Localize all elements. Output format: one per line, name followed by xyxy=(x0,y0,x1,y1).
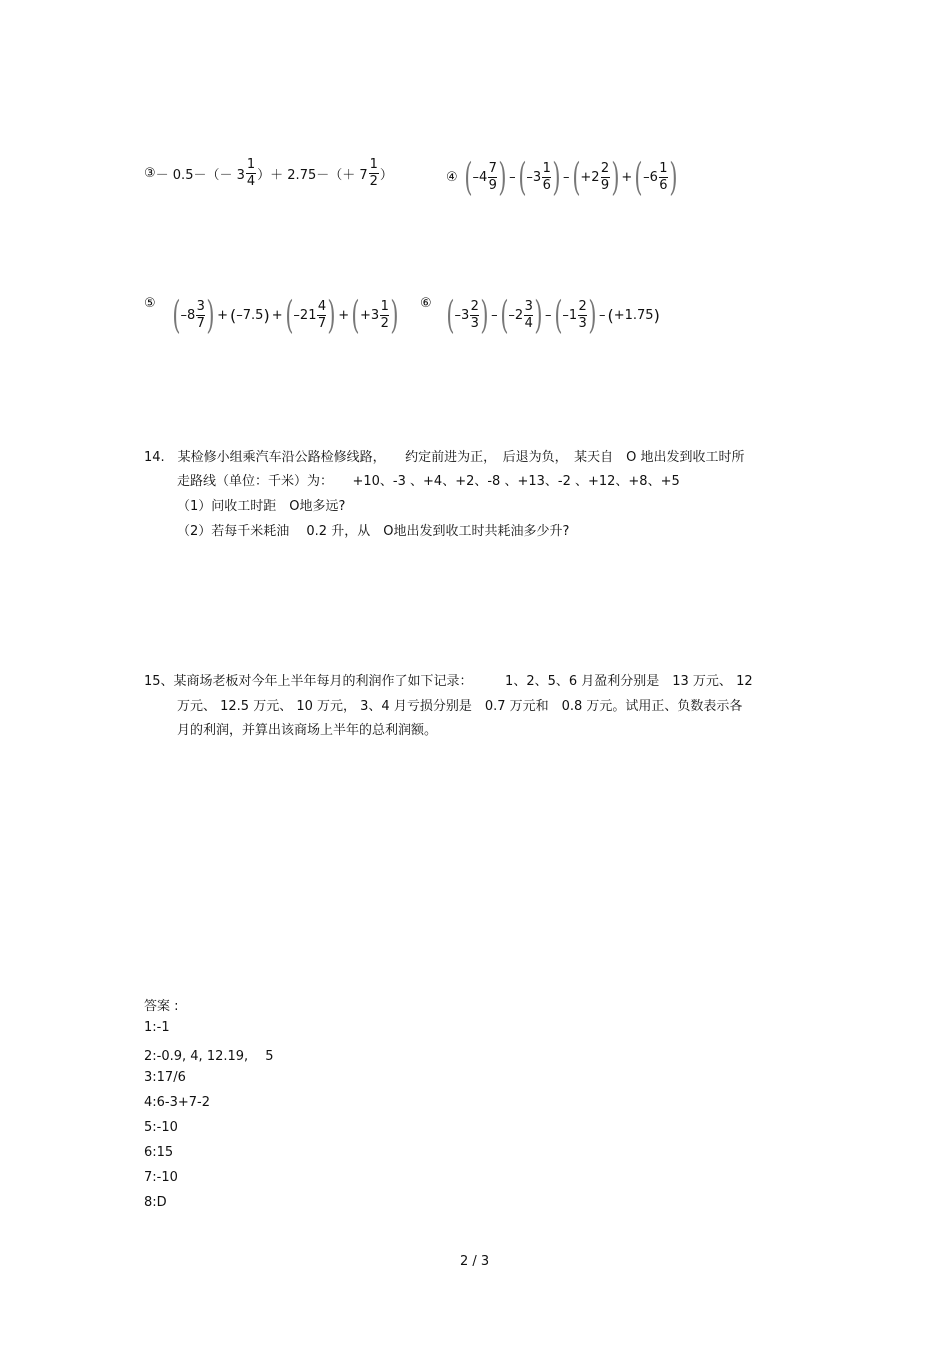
answer-item: 3:17/6 xyxy=(144,1070,186,1085)
problem-6-term-c-fraction: $\frac{2}{3}$ xyxy=(578,298,587,331)
q15-line-2: 万元、 12.5 万元、 10 万元， 3、4 月亏损分别是 0.7 万元和 0.8 万元。试用正、负数表示各 xyxy=(177,699,743,714)
q15-line-1: 15、某商场老板对今年上半年每月的利润作了如下记录： 1、2、5、6 月盈利分别是 13 万元、 12 xyxy=(144,674,753,689)
problem-5: ⑤ ( –8 $\frac{3}{7}$ ) + ( –7.5 ) + ( –21 $\frac{4}{7}$ ) + ( +3 $\frac{1}{2}$ ) xyxy=(144,293,399,337)
problem-4-term-c-fraction: $\frac{2}{9}$ xyxy=(600,160,610,193)
answer-item: 5:-10 xyxy=(144,1120,178,1135)
q15-line-3: 月的利润，并算出该商场上半年的总利润额。 xyxy=(177,723,438,738)
problem-6-term-b-whole: –2 xyxy=(508,307,524,323)
problem-3 xyxy=(144,158,393,188)
problem-3-label: ③ xyxy=(144,165,156,181)
problem-5-op-3: + xyxy=(338,307,350,323)
answer-item: 4:6-3+7-2 xyxy=(144,1095,211,1110)
problem-4-term-c-whole: +2 xyxy=(580,169,600,185)
answer-item: 2:-0.9, 4, 12.19, 5 xyxy=(144,1049,274,1064)
answer-item: 6:15 xyxy=(144,1145,174,1160)
problem-4-term-b-fraction: $\frac{1}{6}$ xyxy=(542,160,551,193)
q14-line-1: 14. 某检修小组乘汽车沿公路检修线路， 约定前进为正， 后退为负， 某天自 O 地出发到收工时所 xyxy=(144,450,745,465)
problem-6-op-3: – xyxy=(598,307,606,323)
problem-6-term-a-fraction: $\frac{2}{3}$ xyxy=(470,298,479,331)
problem-6-term-a-whole: –3 xyxy=(454,307,470,323)
problem-6-op-1: – xyxy=(491,307,498,323)
problem-3-fraction-1: $\frac{1}{4}$ xyxy=(246,157,256,189)
answer-item: 7:-10 xyxy=(144,1170,178,1185)
problem-5-term-d-fraction: $\frac{1}{2}$ xyxy=(380,298,389,331)
problem-4-op-1: – xyxy=(509,169,516,185)
problem-6-term-d: +1.75 xyxy=(613,307,654,323)
answers-title: 答案 : xyxy=(144,999,179,1014)
problem-5-term-c-whole: –21 xyxy=(293,307,317,323)
problem-5-label: ⑤ xyxy=(144,296,156,311)
answer-item: 8:D xyxy=(144,1195,167,1210)
problem-5-term-c-fraction: $\frac{4}{7}$ xyxy=(317,298,327,331)
page-number: 2 / 3 xyxy=(460,1254,490,1269)
problem-6-op-2: – xyxy=(545,307,552,323)
problem-6-term-c-whole: –1 xyxy=(562,307,578,323)
problem-6-label: ⑥ xyxy=(420,296,432,311)
problem-5-op-1: + xyxy=(217,307,228,323)
problem-4-term-a-whole: –4 xyxy=(472,169,488,185)
problem-3-text-1: － 0.5－（－ 3 xyxy=(155,167,245,183)
problem-6-term-b-fraction: $\frac{3}{4}$ xyxy=(524,298,533,331)
problem-4-term-d-whole: –6 xyxy=(643,169,658,185)
problem-5-term-a-whole: –8 xyxy=(180,307,196,323)
problem-3-text-3: ） xyxy=(379,167,393,183)
problem-6: ⑥ ( –3 $\frac{2}{3}$ ) – ( –2 $\frac{3}{4}$ ) – ( –1 $\frac{2}{3}$ ) – ( +1.75 ) xyxy=(420,293,660,337)
answer-item: 1:-1 xyxy=(144,1020,170,1035)
problem-5-term-a-fraction: $\frac{3}{7}$ xyxy=(196,298,205,331)
problem-3-fraction-2: $\frac{1}{2}$ xyxy=(369,157,378,189)
problem-3-text-2: ）＋ 2.75－（＋ 7 xyxy=(257,167,368,183)
q14-line-2: 走路线（单位：千米）为： +10、-3 、+4、+2、-8 、+13、-2 、+12、+8、+5 xyxy=(177,474,680,489)
problem-4-label: ④ xyxy=(446,169,458,185)
problem-4-term-d-fraction: $\frac{1}{6}$ xyxy=(659,160,668,193)
problem-4-term-b-whole: –3 xyxy=(526,169,542,185)
problem-4-op-2: – xyxy=(563,169,570,185)
problem-5-term-d-whole: +3 xyxy=(360,307,380,323)
problem-5-term-b: –7.5 xyxy=(236,307,264,323)
problem-4-op-3: + xyxy=(621,169,633,185)
q14-sub-2: （2）若每千米耗油 0.2 升，从 O地出发到收工时共耗油多少升? xyxy=(177,524,570,539)
problem-4: ④ ( –4 $\frac{7}{9}$ ) – ( –3 $\frac{1}{6}$ ) – ( +2 $\frac{2}{9}$ ) + ( –6 $\frac{1}{6}$ ) xyxy=(446,155,678,199)
problem-4-term-a-fraction: $\frac{7}{9}$ xyxy=(488,160,497,193)
q14-sub-1: （1）问收工时距 O地多远? xyxy=(177,499,346,514)
problem-5-op-2: + xyxy=(271,307,283,323)
